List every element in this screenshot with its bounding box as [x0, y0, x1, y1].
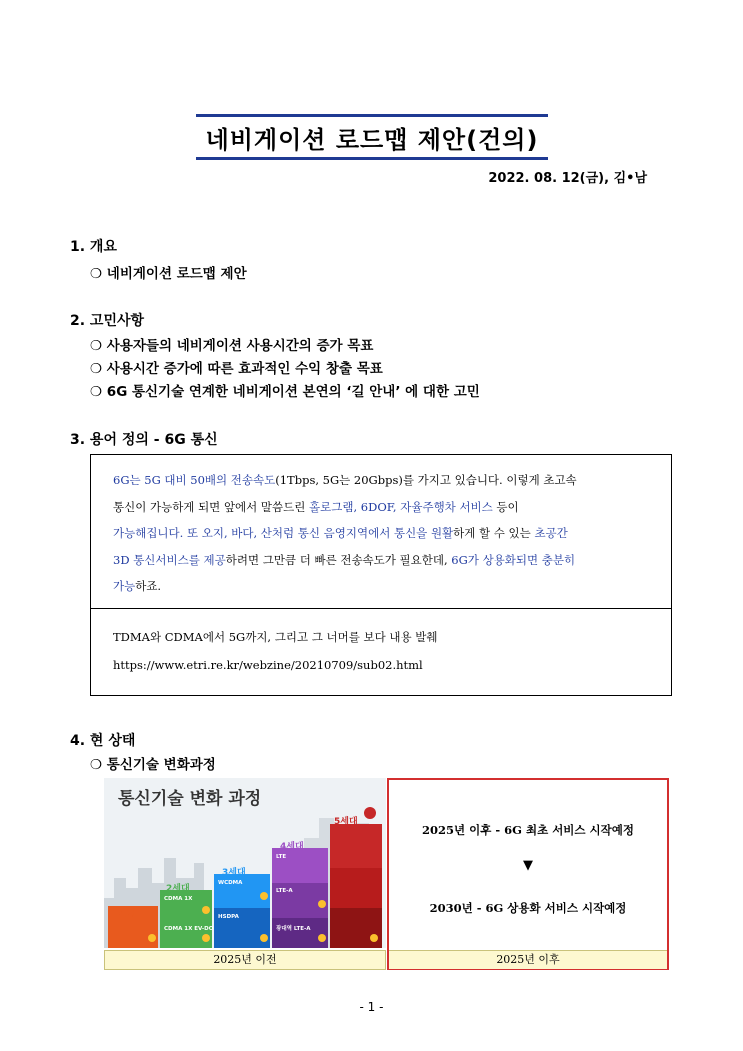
- tech-label-lte: LTE: [276, 854, 287, 860]
- document-date: 2022. 08. 12(금), 김•남: [488, 171, 647, 186]
- illustration-title: 통신기술 변화 과정: [118, 789, 262, 809]
- telecom-evolution-illustration: [104, 778, 386, 948]
- source-link[interactable]: https://www.etri.re.kr/webzine/20210709/sub02.html: [113, 658, 423, 672]
- section-heading-definition: 3. 용어 정의 - 6G 통신: [70, 432, 218, 448]
- section-heading-concerns: 2. 고민사항: [70, 313, 145, 329]
- gen-2-label: 2세대: [166, 884, 190, 894]
- future-plan-cell: [387, 778, 669, 970]
- tech-label-wideband-lte-a: 광대역 LTE-A: [276, 926, 311, 932]
- definition-box: [90, 454, 672, 696]
- footer-before-2025: 2025년 이전: [104, 950, 386, 970]
- concern-item-1: ❍ 사용자들의 네비게이션 사용시간의 증가 목표: [90, 338, 374, 354]
- title-rule-bottom: [196, 157, 548, 160]
- definition-paragraph: 6G는 5G 대비 50배의 전송속도(1Tbps, 5G는 20Gbps)를 가지고 있습니다. 이렇게 초고속 통신이 가능하게 되면 앞에서 말씀드린 홀로그램, 6DOF, 자율주행차 서비스 등이 가능해집니다. 또 오지, 바다, 산처럼 통신 음영지역에서 통신을 원활하게 할 수 있는 초공간 3D 통신서비스를 제공하려면 그만큼 더 빠른 전송속도가 필요한데, 6G가 상용화되면 충분히 가능하죠.: [91, 455, 671, 609]
- page-number: - 1 -: [359, 1000, 384, 1014]
- status-item: ❍ 통신기술 변화과정: [90, 757, 216, 773]
- title-rule-top: [196, 114, 548, 117]
- gen-5-label: 5세대: [334, 817, 358, 827]
- concern-item-3: ❍ 6G 통신기술 연계한 네비게이션 본연의 ‘길 안내’ 에 대한 고민: [90, 384, 480, 400]
- source-block: [91, 609, 671, 679]
- tech-label-wcdma: WCDMA: [218, 880, 243, 886]
- gen-4-label: 4세대: [280, 842, 304, 852]
- plan-line-2030: 2030년 - 6G 상용화 서비스 시작예정: [429, 901, 627, 915]
- gen-1-label: 1세대: [112, 909, 136, 919]
- plan-line-2025: 2025년 이후 - 6G 최초 서비스 시작예정: [422, 823, 634, 837]
- source-text: TDMA와 CDMA에서 5G까지, 그리고 그 너머를 보다 내용 발췌: [113, 630, 438, 644]
- tech-label-evdo: CDMA 1X EV-DO: [164, 926, 214, 932]
- tech-label-hsdpa: HSDPA: [218, 914, 239, 920]
- footer-after-2025: 2025년 이후: [389, 950, 667, 969]
- tech-label-cdma: CDMA 1X: [164, 896, 193, 902]
- gen-3-label: 3세대: [222, 868, 246, 878]
- overview-item: ❍ 네비게이션 로드맵 제안: [90, 266, 247, 282]
- tech-label-lte-a: LTE-A: [276, 888, 293, 894]
- down-arrow-icon: ▼: [523, 858, 533, 873]
- concern-item-2: ❍ 사용시간 증가에 따른 효과적인 수익 창출 목표: [90, 361, 383, 377]
- page-title: 네비게이션 로드맵 제안(건의): [205, 126, 539, 154]
- section-heading-status: 4. 현 상태: [70, 733, 136, 749]
- section-heading-overview: 1. 개요: [70, 239, 117, 255]
